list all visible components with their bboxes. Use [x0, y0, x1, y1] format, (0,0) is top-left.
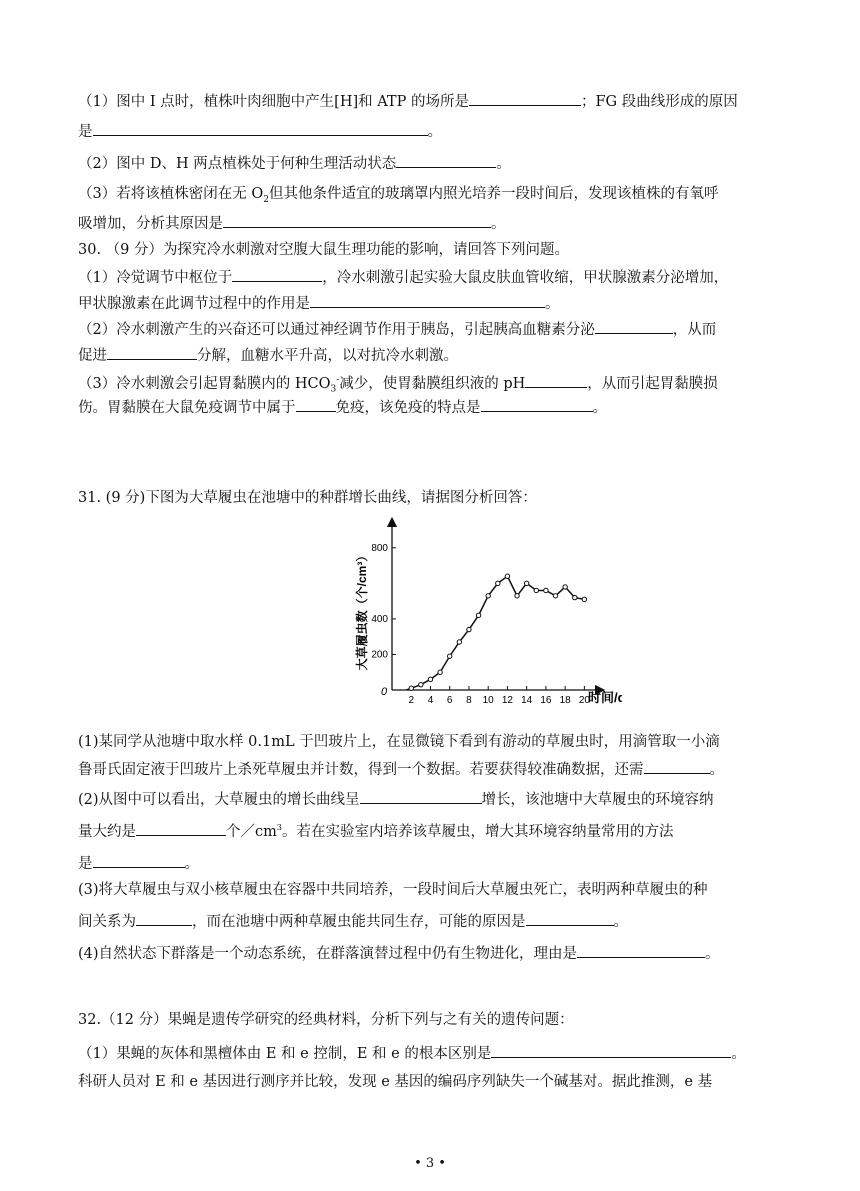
- q30-title: 30. （9 分）为探究冷水刺激对空腹大鼠生理功能的影响，请回答下列问题。: [78, 242, 570, 258]
- data-point: [563, 585, 567, 589]
- q29-p1-text-c: 是: [78, 124, 93, 140]
- answer-blank[interactable]: [232, 266, 322, 282]
- x-tick-label: 2: [408, 695, 415, 706]
- data-point: [457, 640, 461, 644]
- q31-p2-text-a: (2)从图中可以看出，大草履虫的增长曲线呈: [78, 792, 360, 808]
- series-line: [406, 576, 584, 690]
- q30-p1-text-c: 甲状腺激素在此调节过程中的作用是: [78, 296, 310, 312]
- q30-part2-line1: [78, 318, 716, 340]
- data-point: [419, 682, 423, 686]
- q29-p2-text-b: 。: [496, 156, 511, 172]
- q30-p2-text-b: ，从而: [672, 322, 717, 338]
- answer-blank[interactable]: [93, 852, 185, 868]
- chart-svg: [352, 516, 622, 712]
- answer-blank[interactable]: [136, 910, 192, 926]
- q31-p2-text-f: 是: [78, 856, 93, 872]
- q30-p2-text-d: 分解，血糖水平升高，以对抗冷水刺激。: [197, 348, 458, 364]
- answer-blank[interactable]: [577, 942, 705, 958]
- q32-p1-text-b: 。: [731, 1046, 746, 1062]
- q31-title: 31. (9 分)下图为大草履虫在池塘中的种群增长曲线，请据图分析回答：: [78, 490, 537, 506]
- q29-p1-text-d: 。: [427, 124, 442, 140]
- q31-part1-line1: [78, 732, 720, 752]
- answer-blank[interactable]: [296, 396, 336, 412]
- data-point: [524, 581, 528, 585]
- answer-blank[interactable]: [396, 152, 496, 168]
- x-tick-label: 18: [559, 695, 571, 706]
- origin-label: 0: [381, 686, 388, 698]
- subscript: 3: [330, 384, 337, 395]
- data-point: [409, 686, 413, 690]
- x-tick-label: 12: [501, 695, 513, 706]
- x-tick-label: 14: [521, 695, 533, 706]
- q30-part2-line2: [78, 344, 458, 366]
- q32-part1-line1: [78, 1042, 746, 1064]
- superscript: -: [336, 375, 340, 385]
- q29-p1-text-b: ；FG 段曲线形成的原因: [580, 94, 738, 110]
- q30-p3-text-a: （3）冷水刺激会引起胃黏膜内的 HCO: [78, 375, 331, 392]
- data-point: [582, 597, 586, 601]
- y-axis-label: [354, 550, 369, 671]
- answer-blank[interactable]: [481, 396, 593, 412]
- q32-p1-text-c: 科研人员对 E 和 e 基因进行测序并比较，发现 e 基因的编码序列缺失一个碱基对。据此推测，e 基: [78, 1074, 713, 1090]
- data-point: [476, 613, 480, 617]
- answer-blank[interactable]: [525, 372, 587, 388]
- q29-p3-text-d: 。: [491, 216, 506, 232]
- data-point: [486, 594, 490, 598]
- x-tick-label: 4: [427, 695, 434, 706]
- q29-p3-text-a: （3）若将该植株密闭在无 O: [78, 186, 264, 202]
- data-point: [448, 654, 452, 658]
- q30-part3-line2: [78, 396, 607, 418]
- x-tick-label: 10: [482, 695, 494, 706]
- data-point: [573, 595, 577, 599]
- q31-p3-text-c: ，而在池塘中两种草履虫能共同生存，可能的原因是: [192, 914, 526, 930]
- q30-p3-text-e: 免疫，该免疫的特点是: [335, 400, 481, 416]
- data-point: [505, 574, 509, 578]
- q31-p1-text-a: (1)某同学从池塘中取水样 0.1mL 于凹玻片上，在显微镜下看到有游动的草履虫时，用滴管取一小滴: [78, 734, 720, 750]
- data-point: [467, 627, 471, 631]
- data-point: [544, 588, 548, 592]
- q29-p3-text-c: 吸增加，分析其原因是: [78, 216, 223, 232]
- x-tick-label: 20: [578, 695, 590, 706]
- q30-p3-text-d: 伤。胃黏膜在大鼠免疫调节中属于: [78, 400, 296, 416]
- answer-blank[interactable]: [491, 1042, 731, 1058]
- q30-p2-text-c: 促进: [78, 348, 107, 364]
- q29-p3-text-b: 但其他条件适宜的玻璃罩内照光培养一段时间后，发现该植株的有氧呼: [268, 186, 719, 202]
- y-axis-label-text: 大草履虫数（个/cm³）: [355, 549, 369, 671]
- q30-p1-text-d: 。: [545, 296, 560, 312]
- data-point: [438, 670, 442, 674]
- q31-p2-text-d: 个／cm: [226, 823, 277, 840]
- answer-blank[interactable]: [223, 212, 491, 228]
- q31-part4: [78, 942, 720, 964]
- q30-p1-text-b: ，冷水刺激引起实验大鼠皮肤血管收缩，甲状腺激素分泌增加，: [322, 270, 729, 286]
- q31-p4-text-a: (4)自然状态下群落是一个动态系统，在群落演替过程中仍有生物进化，理由是: [78, 946, 578, 962]
- answer-blank[interactable]: [107, 344, 197, 360]
- q31-p3-text-b: 间关系为: [78, 914, 136, 930]
- q30-p1-text-a: （1）冷觉调节中枢位于: [78, 270, 233, 286]
- q32-p1-text-a: （1）果蝇的灰体和黑檀体由 E 和 e 控制，E 和 e 的根本区别是: [78, 1046, 492, 1062]
- q31-part2-line1: [78, 788, 714, 810]
- q29-p2-text-a: （2）图中 D、H 两点植株处于何种生理活动状态: [78, 156, 397, 172]
- answer-blank[interactable]: [644, 758, 710, 774]
- q29-part3-line2: [78, 212, 506, 234]
- answer-blank[interactable]: [93, 120, 428, 136]
- answer-blank[interactable]: [310, 292, 545, 308]
- answer-blank[interactable]: [136, 820, 226, 836]
- ticks-layer: [371, 543, 590, 706]
- page-number: • 3 •: [414, 1156, 446, 1171]
- q31-p2-text-b: 增长，该池塘中大草履虫的环境容纳: [481, 792, 714, 808]
- y-tick-label: 400: [371, 613, 388, 625]
- q31-part2-line3: [78, 852, 199, 874]
- data-point: [496, 581, 500, 585]
- q31-p2-text-e: 。若在实验室内培养该草履虫，增大其环境容纳量常用的方法: [281, 823, 674, 840]
- q29-part3-line1: [78, 184, 718, 210]
- population-growth-chart: [352, 516, 622, 712]
- answer-blank[interactable]: [360, 788, 482, 804]
- answer-blank[interactable]: [526, 910, 614, 926]
- answer-blank[interactable]: [595, 318, 673, 334]
- q31-p3-text-a: (3)将大草履虫与双小核草履虫在容器中共同培养，一段时间后大草履虫死亡，表明两种草履虫的种: [78, 882, 708, 898]
- q31-p4-text-b: 。: [705, 946, 720, 962]
- q31-part3-line1: [78, 880, 708, 900]
- q29-part1-line2: [78, 120, 442, 142]
- superscript: 3: [276, 823, 282, 832]
- x-tick-label: 6: [446, 695, 453, 706]
- y-tick-label: 200: [371, 649, 388, 661]
- subscript: 2: [263, 194, 269, 205]
- data-point: [534, 588, 538, 592]
- q29-part2: [78, 152, 511, 174]
- x-tick-label: 8: [466, 695, 472, 706]
- y-tick-label: 800: [371, 542, 388, 554]
- q29-part1-line1: [78, 90, 738, 112]
- q31-p2-text-c: 量大约是: [78, 823, 136, 840]
- x-tick-label: 16: [540, 695, 552, 706]
- q30-p3-text-b: 减少，使胃黏膜组织液的 pH: [339, 375, 526, 392]
- x-axis-label: 时间/d: [588, 690, 622, 705]
- q29-p1-text-a: （1）图中 I 点时，植株叶肉细胞中产生[H]和 ATP 的场所是: [78, 94, 469, 110]
- q31-part1-line2: [78, 758, 724, 780]
- q31-part3-line2: [78, 910, 628, 932]
- q32-title: 32.（12 分）果蝇是遗传学研究的经典材料，分析下列与之有关的遗传问题：: [78, 1012, 574, 1028]
- q30-p3-text-c: ，从而引起胃黏膜损: [587, 375, 718, 392]
- q30-p3-text-f: 。: [592, 400, 607, 416]
- q30-part1-line1: [78, 266, 728, 288]
- q31-p2-text-g: 。: [184, 856, 199, 872]
- q31-p1-text-b: 鲁哥氏固定液于凹玻片上杀死草履虫并计数，得到一个数据。若要获得较准确数据，还需: [78, 762, 644, 778]
- q32-part1-line2: [78, 1072, 712, 1092]
- q30-part1-line2: [78, 292, 560, 314]
- q30-p2-text-a: （2）冷水刺激产生的兴奋还可以通过神经调节作用于胰岛，引起胰高血糖素分泌: [78, 322, 595, 338]
- data-point: [428, 677, 432, 681]
- data-point: [515, 594, 519, 598]
- data-point: [553, 594, 557, 598]
- q31-part2-line2: [78, 818, 673, 842]
- answer-blank[interactable]: [469, 90, 581, 106]
- q31-p3-text-d: 。: [613, 914, 628, 930]
- q31-p1-text-c: 。: [709, 762, 724, 778]
